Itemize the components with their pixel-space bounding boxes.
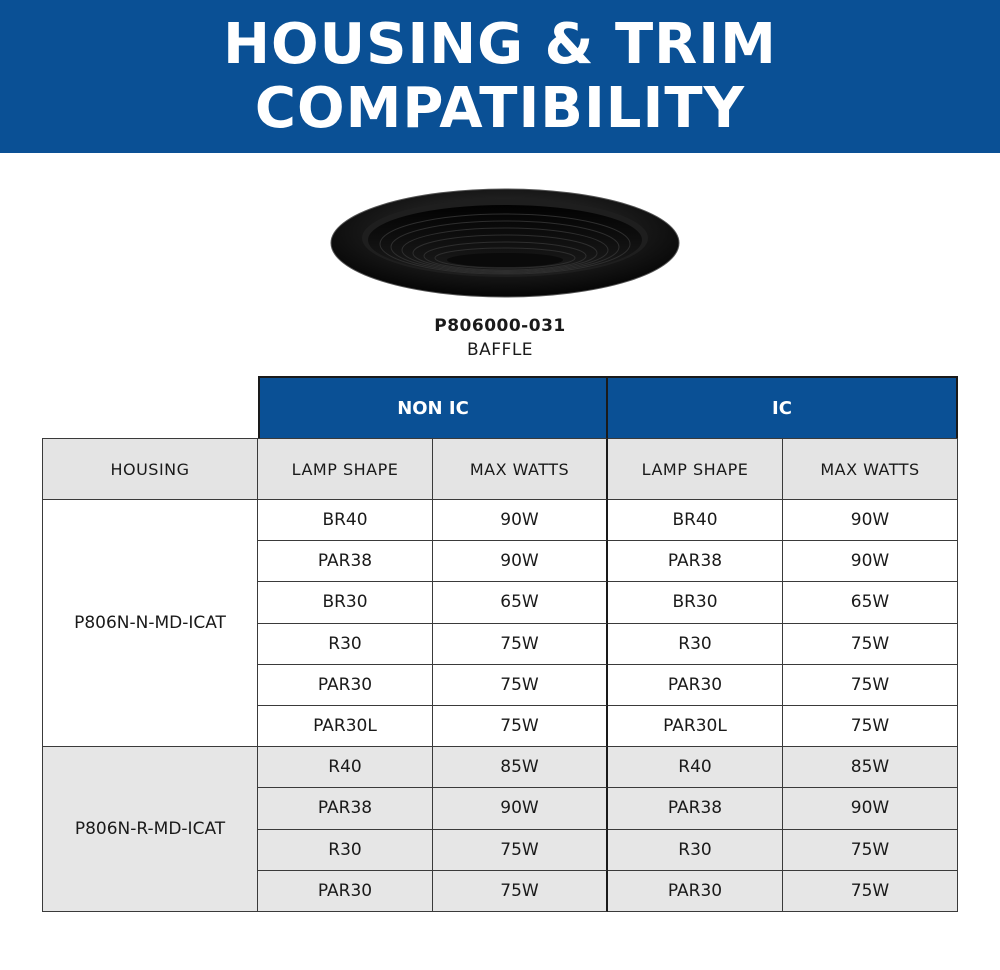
- lamp-shape-non-ic: PAR38: [258, 788, 433, 829]
- max-watts-ic: 75W: [783, 665, 958, 706]
- max-watts-ic: 65W: [783, 582, 958, 623]
- max-watts-ic: 75W: [783, 706, 958, 747]
- lamp-shape-ic: R40: [608, 747, 783, 788]
- max-watts-non-ic: 75W: [433, 830, 608, 871]
- title-line-2: COMPATIBILITY: [254, 75, 746, 141]
- max-watts-non-ic: 75W: [433, 706, 608, 747]
- lamp-shape-non-ic: BR30: [258, 582, 433, 623]
- lamp-shape-ic: PAR38: [608, 541, 783, 582]
- max-watts-ic: 90W: [783, 788, 958, 829]
- max-watts-non-ic: 75W: [433, 871, 608, 912]
- lamp-shape-non-ic: R40: [258, 747, 433, 788]
- housing-name: P806N-R-MD-ICAT: [42, 747, 258, 912]
- lamp-shape-ic: PAR38: [608, 788, 783, 829]
- max-watts-ic: 75W: [783, 830, 958, 871]
- column-header-lamp-shape: LAMP SHAPE: [258, 438, 433, 500]
- title-line-1: HOUSING & TRIM: [223, 11, 777, 77]
- title-banner: [0, 0, 1000, 153]
- lamp-shape-ic: BR40: [608, 500, 783, 541]
- column-header-max-watts: MAX WATTS: [783, 438, 958, 500]
- product-code: P806000-031: [434, 316, 566, 336]
- max-watts-ic: 75W: [783, 871, 958, 912]
- product-name: BAFFLE: [466, 340, 534, 360]
- max-watts-non-ic: 90W: [433, 500, 608, 541]
- lamp-shape-non-ic: BR40: [258, 500, 433, 541]
- max-watts-non-ic: 75W: [433, 665, 608, 706]
- table-corner: [42, 376, 258, 438]
- max-watts-ic: 90W: [783, 541, 958, 582]
- lamp-shape-ic: PAR30: [608, 871, 783, 912]
- max-watts-non-ic: 85W: [433, 747, 608, 788]
- lamp-shape-non-ic: PAR30: [258, 665, 433, 706]
- lamp-shape-ic: R30: [608, 830, 783, 871]
- max-watts-ic: 75W: [783, 624, 958, 665]
- lamp-shape-ic: PAR30L: [608, 706, 783, 747]
- lamp-shape-non-ic: PAR30L: [258, 706, 433, 747]
- housing-name: P806N-N-MD-ICAT: [42, 500, 258, 747]
- max-watts-ic: 90W: [783, 500, 958, 541]
- column-header-housing: HOUSING: [42, 438, 258, 500]
- max-watts-non-ic: 90W: [433, 541, 608, 582]
- lamp-shape-ic: R30: [608, 624, 783, 665]
- max-watts-non-ic: 75W: [433, 624, 608, 665]
- group-header-ic: IC: [608, 376, 958, 438]
- lamp-shape-non-ic: PAR38: [258, 541, 433, 582]
- black-baffle-trim-icon: [330, 186, 680, 298]
- lamp-shape-non-ic: PAR30: [258, 871, 433, 912]
- lamp-shape-ic: PAR30: [608, 665, 783, 706]
- max-watts-non-ic: 90W: [433, 788, 608, 829]
- group-header-non-ic: NON IC: [258, 376, 608, 438]
- lamp-shape-non-ic: R30: [258, 624, 433, 665]
- max-watts-non-ic: 65W: [433, 582, 608, 623]
- lamp-shape-ic: BR30: [608, 582, 783, 623]
- compatibility-table: [42, 376, 958, 912]
- lamp-shape-non-ic: R30: [258, 830, 433, 871]
- column-header-lamp-shape: LAMP SHAPE: [608, 438, 783, 500]
- max-watts-ic: 85W: [783, 747, 958, 788]
- column-header-max-watts: MAX WATTS: [433, 438, 608, 500]
